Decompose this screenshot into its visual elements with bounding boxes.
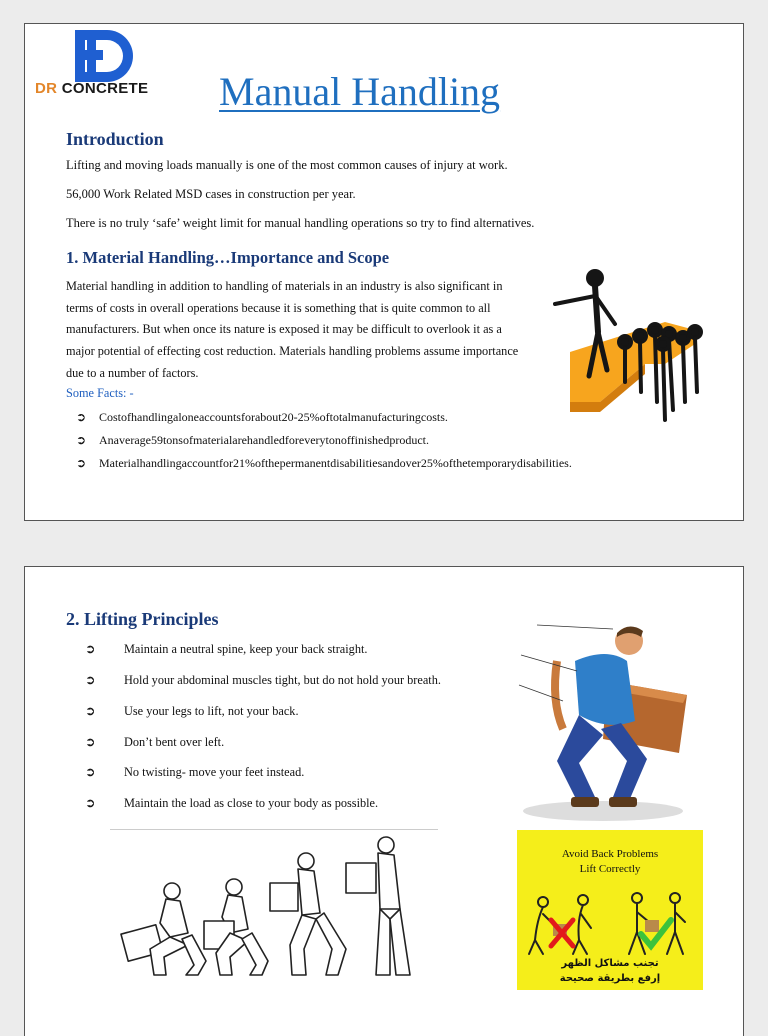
section-1-heading: 1. Material Handling…Importance and Scope bbox=[66, 248, 390, 267]
bullet-arrow-icon: ➲ bbox=[85, 642, 96, 656]
lifting-sequence-illustration bbox=[110, 829, 440, 989]
bullet-arrow-icon: ➲ bbox=[76, 456, 87, 470]
section-1-body: Material handling in addition to handling of materials in an industry is also significant in terms of costs in overall operations because it is something that is quite common to all manufacturers. But when once its nature is exposed it may be difficult to overlook it as a major potential of effecting cost reduction. Materials handling problems assume importance due to a number of factors. bbox=[66, 279, 519, 380]
team-leader-illustration bbox=[545, 252, 705, 427]
list-item bbox=[76, 456, 572, 471]
list-item bbox=[85, 642, 367, 657]
fact-text: Materialhandlingaccountfor21%ofthepermanentdisabilitiesandover25%ofthetemporarydisabilities. bbox=[99, 456, 572, 470]
list-item bbox=[85, 673, 441, 688]
list-item bbox=[76, 433, 429, 448]
list-item bbox=[85, 796, 378, 811]
worker-lifting-box-illustration bbox=[517, 611, 689, 823]
lifting-comparison-icon bbox=[517, 880, 703, 960]
facts-label: Some Facts: - bbox=[66, 386, 134, 400]
intro-paragraph: 56,000 Work Related MSD cases in construction per year. bbox=[66, 187, 356, 201]
list-item bbox=[85, 765, 304, 780]
bullet-arrow-icon: ➲ bbox=[76, 433, 87, 447]
logo-text bbox=[35, 80, 148, 97]
lift-correctly-sign bbox=[517, 830, 703, 990]
fact-text: Costofhandlingaloneaccountsforabout20-25%oftotalmanufacturingcosts. bbox=[99, 410, 448, 424]
bullet-arrow-icon: ➲ bbox=[85, 735, 96, 749]
logo-mark-icon bbox=[35, 28, 185, 83]
list-item bbox=[85, 735, 224, 750]
bullet-arrow-icon: ➲ bbox=[85, 796, 96, 810]
principle-text: Don’t bent over left. bbox=[124, 735, 225, 749]
sign-line-2: Lift Correctly bbox=[579, 863, 641, 875]
bullet-arrow-icon: ➲ bbox=[85, 765, 96, 779]
sign-arabic-1: تجنب مشاكل الظهر bbox=[561, 958, 659, 969]
logo-dr: DR bbox=[35, 80, 58, 97]
page-title: Manual Handling bbox=[219, 69, 501, 114]
list-item bbox=[85, 704, 299, 719]
principle-text: Use your legs to lift, not your back. bbox=[124, 704, 299, 718]
page-1 bbox=[24, 23, 744, 521]
list-item bbox=[76, 410, 448, 425]
fact-text: Anaverage59tonsofmaterialarehandledforeverytonoffinishedproduct. bbox=[99, 433, 429, 447]
bullet-arrow-icon: ➲ bbox=[76, 410, 87, 424]
intro-paragraph: There is no truly ‘safe’ weight limit for manual handling operations so try to find alternatives. bbox=[66, 216, 535, 230]
intro-paragraph: Lifting and moving loads manually is one of the most common causes of injury at work. bbox=[66, 158, 508, 172]
dr-concrete-logo bbox=[35, 28, 185, 98]
principle-text: Maintain a neutral spine, keep your back straight. bbox=[124, 642, 368, 656]
logo-concrete: CONCRETE bbox=[61, 80, 149, 97]
intro-heading: Introduction bbox=[66, 129, 164, 149]
sign-arabic-2: إرفع بطريقة صحيحة bbox=[559, 973, 661, 984]
sign-line-1: Avoid Back Problems bbox=[561, 848, 659, 860]
page-2 bbox=[24, 566, 744, 1036]
section-2-heading: 2. Lifting Principles bbox=[66, 609, 219, 629]
principle-text: Maintain the load as close to your body as possible. bbox=[124, 796, 379, 810]
principle-text: No twisting- move your feet instead. bbox=[124, 765, 305, 779]
bullet-arrow-icon: ➲ bbox=[85, 704, 96, 718]
principle-text: Hold your abdominal muscles tight, but do not hold your breath. bbox=[124, 673, 441, 687]
bullet-arrow-icon: ➲ bbox=[85, 673, 96, 687]
